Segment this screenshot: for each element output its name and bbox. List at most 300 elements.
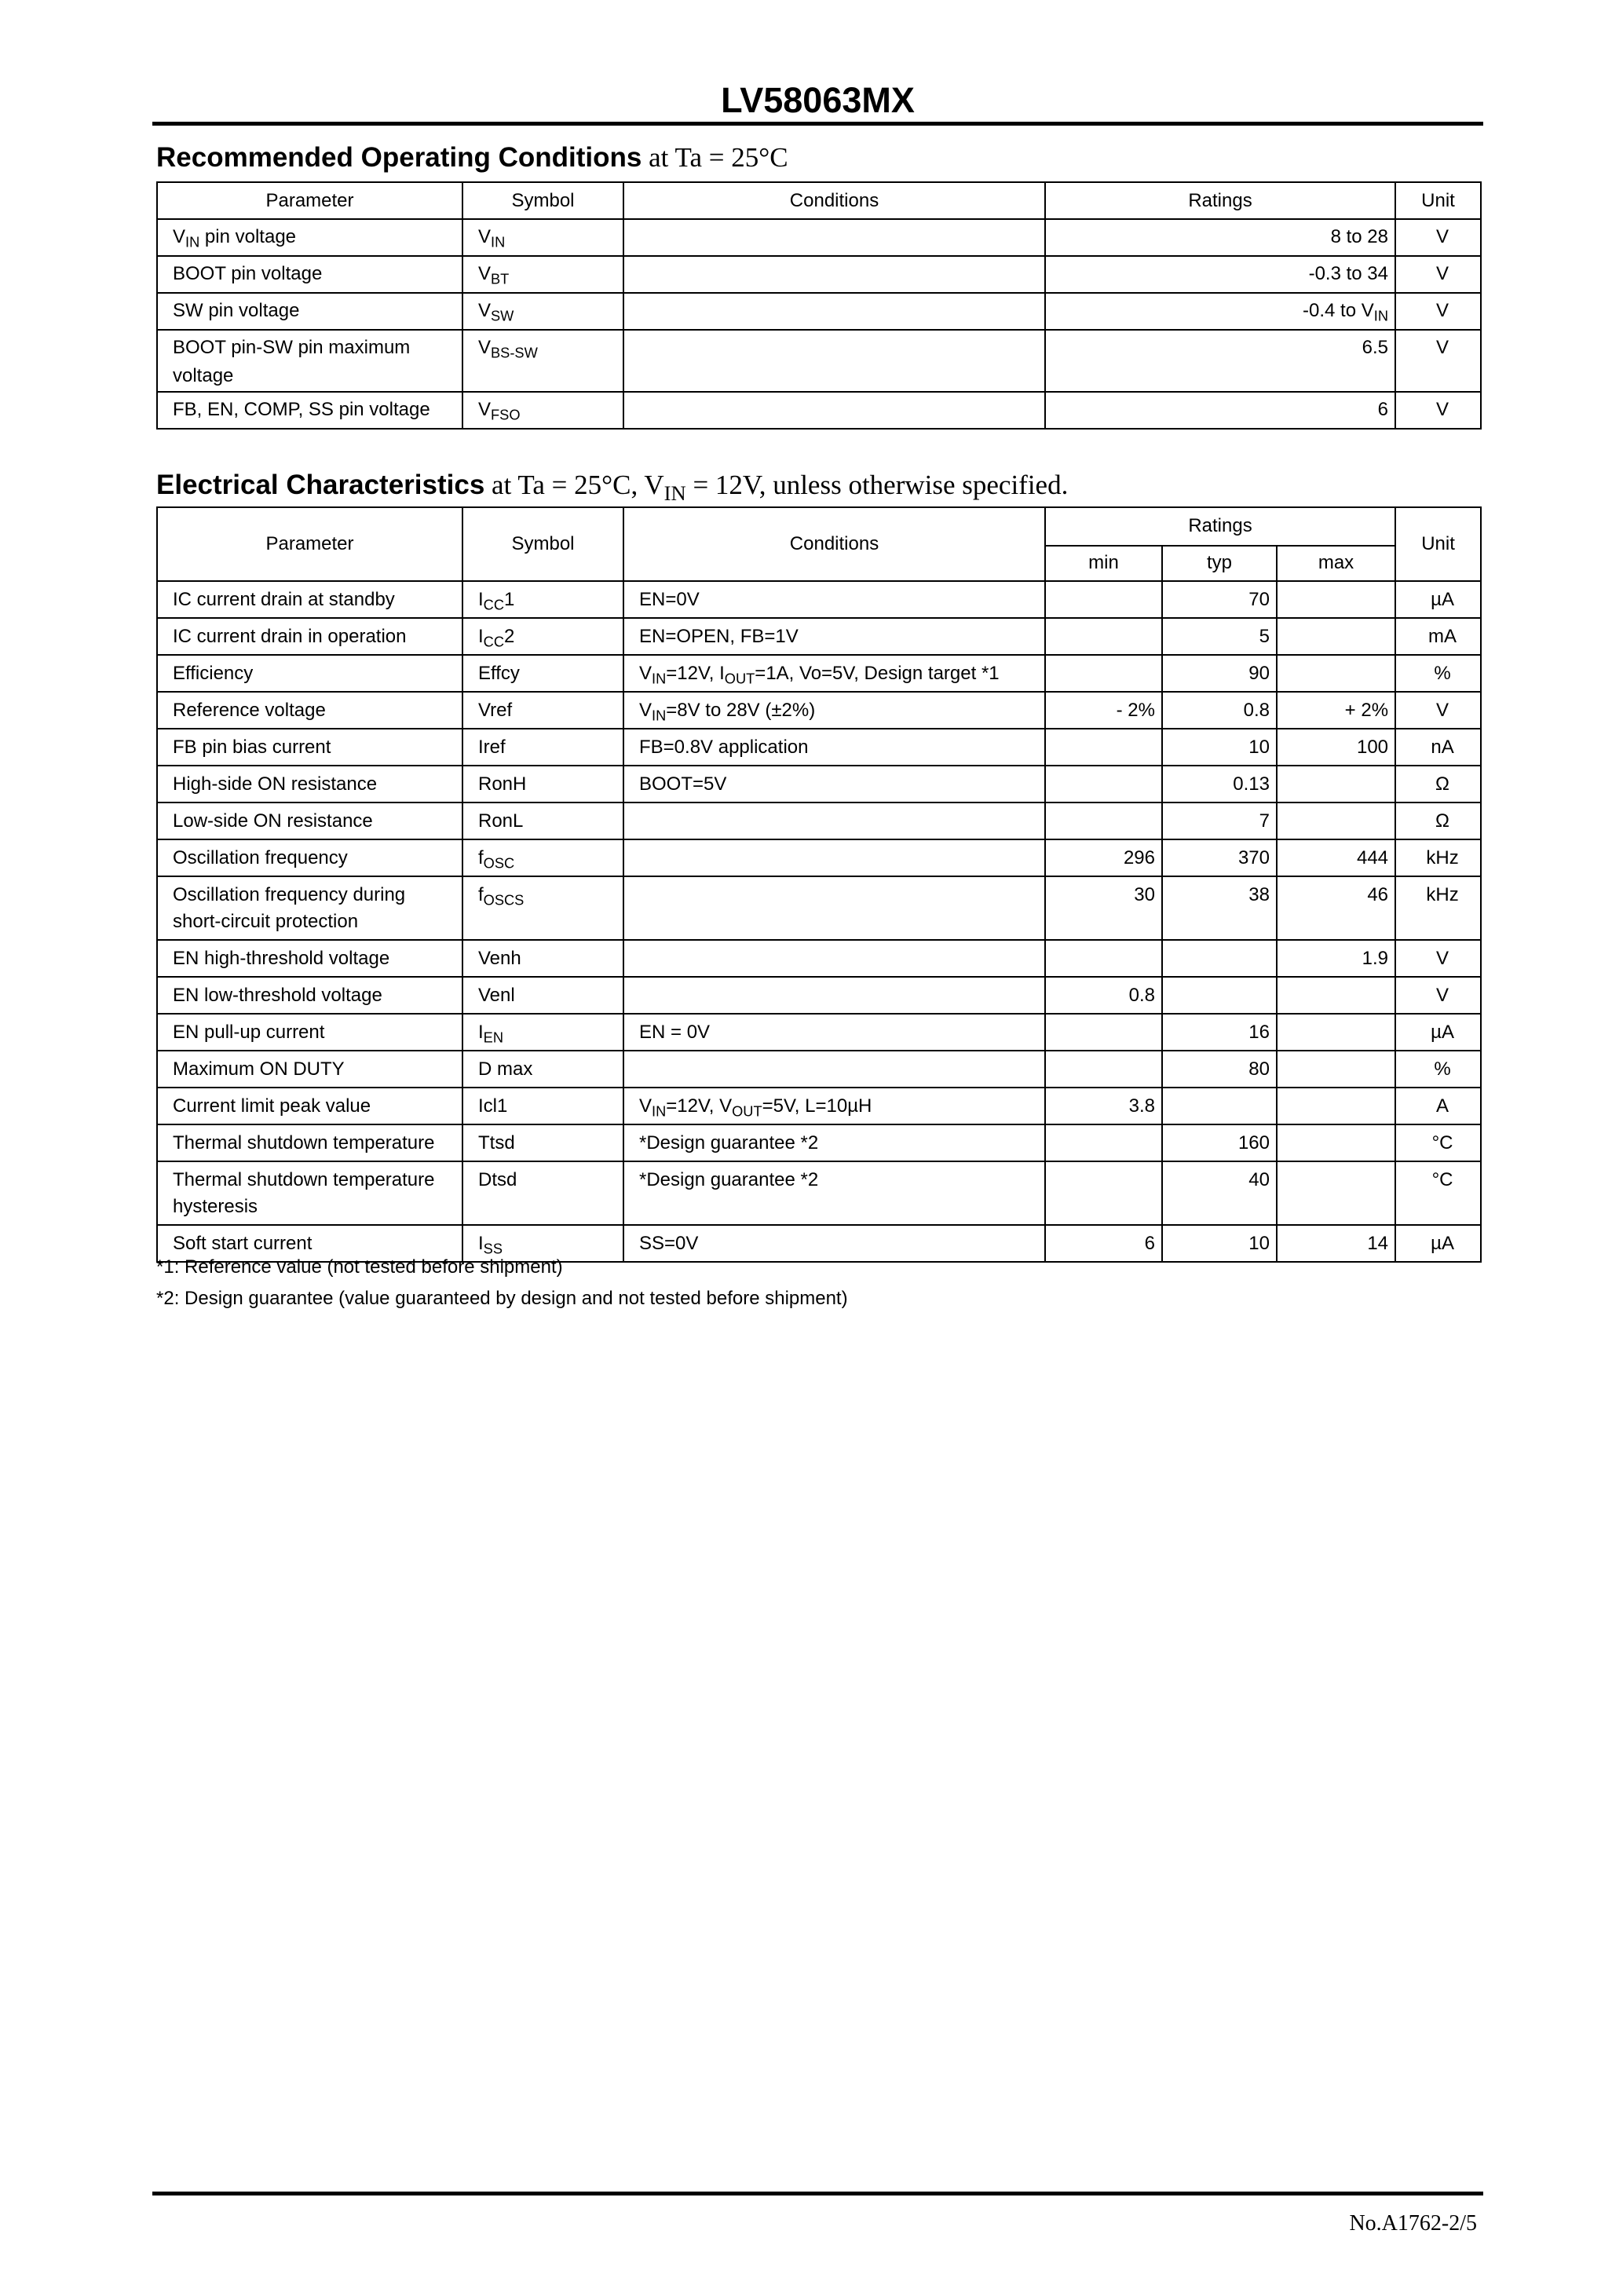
symbol-subscript: IN <box>491 233 506 250</box>
conditions-cell <box>623 219 1045 256</box>
symbol-text: I <box>478 1021 484 1043</box>
conditions-cell <box>623 293 1045 330</box>
typ-cell <box>1162 1124 1277 1161</box>
symbol-text: V <box>478 337 492 358</box>
unit-cell <box>1395 940 1481 977</box>
symbol-text: Venl <box>478 984 515 1006</box>
ratings-cell <box>1045 330 1395 392</box>
parameter-text: Low-side ON resistance <box>173 810 373 832</box>
unit-text: V <box>1436 947 1449 969</box>
unit-text: V <box>1436 699 1449 721</box>
footnote: *2: Design guarantee (value guaranteed by design and not tested before shipment) <box>156 1287 848 1309</box>
conditions-text: FB=0.8V application <box>639 736 809 758</box>
table-row <box>157 839 1481 876</box>
unit-cell <box>1395 1014 1481 1051</box>
min-cell <box>1045 803 1162 839</box>
section-heading-electrical-characteristics <box>156 470 1069 505</box>
unit-text: kHz <box>1426 846 1459 868</box>
max-cell <box>1277 655 1395 692</box>
table-row <box>157 803 1481 839</box>
table-row <box>157 1051 1481 1088</box>
symbol-text: I <box>478 588 484 610</box>
ratings-text: -0.3 to 34 <box>1308 263 1388 284</box>
max-cell <box>1277 766 1395 803</box>
parameter-text: Soft start current <box>173 1232 313 1254</box>
parameter-text: Oscillation frequency <box>173 846 348 868</box>
max-text: + 2% <box>1344 699 1389 721</box>
page-number: No.A1762-2/5 <box>1349 2211 1477 2236</box>
unit-cell <box>1395 766 1481 803</box>
unit-text: kHz <box>1426 883 1459 905</box>
symbol-cell <box>462 655 623 692</box>
symbol-text: I <box>478 625 484 647</box>
min-cell <box>1045 1124 1162 1161</box>
symbol-text: V <box>478 399 492 420</box>
parameter-text: Current limit peak value <box>173 1095 371 1117</box>
min-cell <box>1045 839 1162 876</box>
footer-divider <box>152 2192 1483 2195</box>
max-cell <box>1277 876 1395 940</box>
column-header-parameter: Parameter <box>157 507 462 581</box>
max-text: 100 <box>1356 736 1389 758</box>
heading-condition-subscript: IN <box>663 481 686 505</box>
column-header-min: min <box>1045 546 1162 581</box>
unit-cell <box>1395 1225 1481 1262</box>
heading-condition <box>492 470 1069 505</box>
conditions-text: *Design guarantee *2 <box>639 1168 819 1190</box>
typ-cell <box>1162 729 1277 766</box>
parameter-text: BOOT pin voltage <box>173 263 323 284</box>
typ-text: 70 <box>1248 588 1270 610</box>
max-text: 14 <box>1367 1232 1389 1254</box>
max-text: 444 <box>1356 846 1389 868</box>
symbol-cell <box>462 1051 623 1088</box>
unit-cell <box>1395 655 1481 692</box>
min-cell <box>1045 729 1162 766</box>
table-row <box>157 940 1481 977</box>
symbol-text: Effcy <box>478 662 520 684</box>
min-cell <box>1045 581 1162 618</box>
conditions-text: V <box>639 699 652 721</box>
typ-text: 38 <box>1248 883 1270 905</box>
symbol-subscript: OSC <box>483 854 515 871</box>
conditions-cell <box>623 1161 1045 1225</box>
parameter-cell <box>157 1051 462 1088</box>
typ-cell <box>1162 876 1277 940</box>
parameter-text: Maximum ON DUTY <box>173 1058 345 1080</box>
table-header-row <box>157 182 1481 219</box>
conditions-subscript: IN <box>652 1102 667 1119</box>
table-row <box>157 293 1481 330</box>
unit-cell <box>1395 803 1481 839</box>
symbol-text: f <box>478 846 484 868</box>
ratings-cell <box>1045 293 1395 330</box>
table-body <box>157 219 1481 429</box>
column-header-ratings: Ratings <box>1045 507 1395 546</box>
symbol-cell <box>462 330 623 392</box>
parameter-text: EN low-threshold voltage <box>173 984 382 1006</box>
symbol-cell <box>462 256 623 293</box>
max-cell <box>1277 1225 1395 1262</box>
parameter-text: Thermal shutdown temperature <box>173 1132 435 1153</box>
unit-cell <box>1395 977 1481 1014</box>
symbol-cell <box>462 766 623 803</box>
symbol-cell <box>462 940 623 977</box>
conditions-cell <box>623 256 1045 293</box>
typ-text: 160 <box>1237 1132 1270 1153</box>
unit-cell <box>1395 392 1481 429</box>
typ-text: 0.8 <box>1243 699 1270 721</box>
parameter-cell <box>157 876 462 940</box>
symbol-text: Venh <box>478 947 521 969</box>
conditions-text: EN=OPEN, FB=1V <box>639 625 799 647</box>
conditions-text: =8V to 28V (±2%) <box>666 699 816 721</box>
max-cell <box>1277 1051 1395 1088</box>
symbol-cell <box>462 293 623 330</box>
typ-cell <box>1162 1051 1277 1088</box>
typ-cell <box>1162 655 1277 692</box>
symbol-subscript: SS <box>483 1239 503 1256</box>
symbol-text: D max <box>478 1058 533 1080</box>
conditions-text: V <box>639 662 652 684</box>
ratings-text: 6 <box>1377 399 1388 420</box>
unit-cell <box>1395 1124 1481 1161</box>
max-cell <box>1277 1014 1395 1051</box>
parameter-cell <box>157 977 462 1014</box>
heading-title: Recommended Operating Conditions <box>156 142 642 173</box>
unit-cell <box>1395 876 1481 940</box>
document-title: LV58063MX <box>721 80 915 120</box>
conditions-cell <box>623 618 1045 655</box>
table-body <box>157 581 1481 1262</box>
conditions-cell <box>623 766 1045 803</box>
parameter-text: IC current drain in operation <box>173 625 407 647</box>
parameter-cell <box>157 330 462 392</box>
conditions-cell <box>623 330 1045 392</box>
typ-cell <box>1162 581 1277 618</box>
table-row <box>157 655 1481 692</box>
typ-text: 90 <box>1248 662 1270 684</box>
table-row <box>157 729 1481 766</box>
symbol-text: RonL <box>478 810 524 832</box>
max-cell <box>1277 1088 1395 1124</box>
symbol-cell <box>462 803 623 839</box>
typ-text: 0.13 <box>1233 773 1270 795</box>
min-cell <box>1045 876 1162 940</box>
max-cell <box>1277 977 1395 1014</box>
unit-cell <box>1395 729 1481 766</box>
typ-text: 7 <box>1259 810 1270 832</box>
symbol-text: Ttsd <box>478 1132 515 1153</box>
conditions-cell <box>623 1088 1045 1124</box>
typ-cell <box>1162 766 1277 803</box>
unit-text: Ω <box>1435 773 1449 795</box>
symbol-text: RonH <box>478 773 527 795</box>
parameter-cell <box>157 1161 462 1225</box>
min-cell <box>1045 977 1162 1014</box>
symbol-cell <box>462 1014 623 1051</box>
column-header-conditions: Conditions <box>623 507 1045 581</box>
unit-text: V <box>1435 337 1449 358</box>
ratings-cell <box>1045 219 1395 256</box>
min-text: 6 <box>1144 1232 1155 1254</box>
unit-cell <box>1395 692 1481 729</box>
conditions-cell <box>623 1014 1045 1051</box>
parameter-text: EN high-threshold voltage <box>173 947 390 969</box>
header-divider <box>152 122 1483 126</box>
parameter-cell <box>157 293 462 330</box>
heading-title: Electrical Characteristics <box>156 470 485 500</box>
heading-condition-text: at Ta = 25°C, V <box>492 470 664 500</box>
symbol-subscript: EN <box>483 1028 504 1045</box>
parameter-cell <box>157 581 462 618</box>
conditions-cell <box>623 977 1045 1014</box>
ratings-text: 8 to 28 <box>1330 226 1388 247</box>
unit-cell <box>1395 618 1481 655</box>
parameter-text: V <box>173 226 186 247</box>
min-text: 296 <box>1123 846 1155 868</box>
parameter-text: IC current drain at standby <box>173 588 395 610</box>
unit-text: % <box>1434 1058 1451 1080</box>
unit-text: µA <box>1431 1021 1454 1043</box>
conditions-text: =12V, I <box>666 662 725 684</box>
table-row <box>157 618 1481 655</box>
unit-cell <box>1395 1051 1481 1088</box>
symbol-text: Dtsd <box>478 1168 517 1190</box>
symbol-subscript: CC <box>483 595 505 612</box>
table-row <box>157 256 1481 293</box>
symbol-text: Iref <box>478 736 506 758</box>
symbol-text: Icl1 <box>478 1095 508 1117</box>
unit-text: V <box>1435 399 1449 420</box>
symbol-cell <box>462 977 623 1014</box>
conditions-text: =12V, V <box>666 1095 733 1117</box>
symbol-subscript: BS-SW <box>491 344 538 361</box>
max-cell <box>1277 618 1395 655</box>
symbol-text: 1 <box>504 588 515 610</box>
max-cell <box>1277 940 1395 977</box>
conditions-text: *Design guarantee *2 <box>639 1132 819 1153</box>
conditions-text: SS=0V <box>639 1232 699 1254</box>
unit-cell <box>1395 1088 1481 1124</box>
table-row <box>157 1088 1481 1124</box>
conditions-text: EN=0V <box>639 588 700 610</box>
parameter-cell <box>157 256 462 293</box>
ratings-cell <box>1045 256 1395 293</box>
parameter-text: pin voltage <box>199 226 297 247</box>
recommended-operating-conditions-table <box>156 181 1482 430</box>
min-cell <box>1045 618 1162 655</box>
parameter-text: Reference voltage <box>173 699 326 721</box>
typ-text: 10 <box>1248 736 1270 758</box>
symbol-subscript: SW <box>491 307 514 324</box>
symbol-cell <box>462 1124 623 1161</box>
conditions-cell <box>623 581 1045 618</box>
typ-text: 10 <box>1248 1232 1270 1254</box>
parameter-text: High-side ON resistance <box>173 773 378 795</box>
typ-cell <box>1162 839 1277 876</box>
column-header-max: max <box>1277 546 1395 581</box>
min-cell <box>1045 1051 1162 1088</box>
unit-cell <box>1395 1161 1481 1225</box>
min-cell <box>1045 1161 1162 1225</box>
ratings-cell <box>1045 392 1395 429</box>
parameter-cell <box>157 1088 462 1124</box>
typ-cell <box>1162 1225 1277 1262</box>
table-row <box>157 876 1481 940</box>
symbol-cell <box>462 1088 623 1124</box>
conditions-subscript: IN <box>652 706 667 723</box>
ratings-text: 6.5 <box>1362 337 1388 358</box>
min-text: 30 <box>1134 883 1155 905</box>
conditions-text: V <box>639 1095 652 1117</box>
footnote: *1: Reference value (not tested before shipment) <box>156 1256 563 1278</box>
column-header-parameter: Parameter <box>157 182 462 219</box>
unit-cell <box>1395 330 1481 392</box>
parameter-text: Thermal shutdown temperature hysteresis <box>173 1168 435 1217</box>
column-header-symbol: Symbol <box>462 182 623 219</box>
symbol-text: V <box>478 226 492 247</box>
typ-cell <box>1162 692 1277 729</box>
parameter-cell <box>157 219 462 256</box>
symbol-subscript: OSCS <box>483 890 525 908</box>
symbol-text: V <box>478 263 492 284</box>
conditions-cell <box>623 839 1045 876</box>
parameter-cell <box>157 940 462 977</box>
column-header-unit: Unit <box>1395 182 1481 219</box>
unit-cell <box>1395 219 1481 256</box>
parameter-cell <box>157 692 462 729</box>
table-row <box>157 977 1481 1014</box>
unit-text: V <box>1435 300 1449 321</box>
typ-text: 80 <box>1248 1058 1270 1080</box>
parameter-text: Oscillation frequency during short-circuit protection <box>173 883 406 932</box>
min-cell <box>1045 766 1162 803</box>
typ-cell <box>1162 618 1277 655</box>
min-cell <box>1045 1225 1162 1262</box>
conditions-cell <box>623 392 1045 429</box>
typ-text: 5 <box>1259 625 1270 647</box>
symbol-cell <box>462 219 623 256</box>
unit-text: % <box>1434 662 1451 684</box>
conditions-cell <box>623 1051 1045 1088</box>
ratings-subscript: IN <box>1373 307 1388 324</box>
parameter-cell <box>157 618 462 655</box>
parameter-text: SW pin voltage <box>173 300 300 321</box>
typ-text: 370 <box>1237 846 1270 868</box>
max-cell <box>1277 839 1395 876</box>
table-row <box>157 392 1481 429</box>
conditions-subscript: OUT <box>732 1102 762 1119</box>
symbol-subscript: BT <box>491 270 510 287</box>
table-row <box>157 330 1481 392</box>
symbol-cell <box>462 581 623 618</box>
table-row <box>157 1161 1481 1225</box>
typ-cell <box>1162 803 1277 839</box>
conditions-text: =5V, L=10µH <box>762 1095 872 1117</box>
table-header-row <box>157 507 1481 546</box>
unit-text: V <box>1435 263 1449 284</box>
symbol-text: Vref <box>478 699 513 721</box>
parameter-cell <box>157 803 462 839</box>
electrical-characteristics-table <box>156 506 1482 1263</box>
symbol-text: f <box>478 883 484 905</box>
max-cell <box>1277 581 1395 618</box>
symbol-cell <box>462 692 623 729</box>
parameter-text: BOOT pin-SW pin maximum voltage <box>173 337 411 386</box>
symbol-subscript: FSO <box>491 406 521 423</box>
conditions-cell <box>623 692 1045 729</box>
parameter-cell <box>157 1014 462 1051</box>
min-cell <box>1045 1014 1162 1051</box>
table-row <box>157 219 1481 256</box>
typ-cell <box>1162 940 1277 977</box>
parameter-cell <box>157 766 462 803</box>
symbol-text: V <box>478 300 492 321</box>
section-heading-recommended-operating-conditions <box>156 142 788 174</box>
max-cell <box>1277 692 1395 729</box>
max-text: 1.9 <box>1362 947 1389 969</box>
max-cell <box>1277 1161 1395 1225</box>
conditions-text: =1A, Vo=5V, Design target *1 <box>755 662 1000 684</box>
min-text: - 2% <box>1116 699 1155 721</box>
table-row <box>157 1124 1481 1161</box>
table-row <box>157 1014 1481 1051</box>
unit-cell <box>1395 293 1481 330</box>
parameter-text: EN pull-up current <box>173 1021 325 1043</box>
min-cell <box>1045 1088 1162 1124</box>
conditions-cell <box>623 729 1045 766</box>
max-cell <box>1277 729 1395 766</box>
unit-text: °C <box>1431 1132 1453 1153</box>
unit-text: mA <box>1428 625 1457 647</box>
min-cell <box>1045 655 1162 692</box>
max-text: 46 <box>1367 883 1389 905</box>
parameter-cell <box>157 392 462 429</box>
min-text: 3.8 <box>1128 1095 1155 1117</box>
conditions-cell <box>623 1124 1045 1161</box>
min-text: 0.8 <box>1128 984 1155 1006</box>
typ-cell <box>1162 1014 1277 1051</box>
column-header-symbol: Symbol <box>462 507 623 581</box>
parameter-cell <box>157 839 462 876</box>
symbol-cell <box>462 839 623 876</box>
typ-cell <box>1162 1088 1277 1124</box>
footnotes <box>156 1252 848 1314</box>
unit-text: V <box>1436 984 1449 1006</box>
column-header-conditions: Conditions <box>623 182 1045 219</box>
unit-text: V <box>1435 226 1449 247</box>
conditions-cell <box>623 803 1045 839</box>
unit-cell <box>1395 581 1481 618</box>
table-row <box>157 692 1481 729</box>
heading-condition: at Ta = 25°C <box>649 142 788 173</box>
typ-cell <box>1162 977 1277 1014</box>
symbol-text: I <box>478 1232 484 1254</box>
unit-text: µA <box>1431 1232 1454 1254</box>
symbol-subscript: CC <box>483 632 505 649</box>
conditions-subscript: OUT <box>724 669 755 686</box>
parameter-text: FB, EN, COMP, SS pin voltage <box>173 399 430 420</box>
typ-cell <box>1162 1161 1277 1225</box>
column-header-unit: Unit <box>1395 507 1481 581</box>
conditions-subscript: IN <box>652 669 667 686</box>
symbol-text: 2 <box>504 625 515 647</box>
unit-text: A <box>1436 1095 1449 1117</box>
min-cell <box>1045 692 1162 729</box>
conditions-cell <box>623 940 1045 977</box>
symbol-cell <box>462 1161 623 1225</box>
